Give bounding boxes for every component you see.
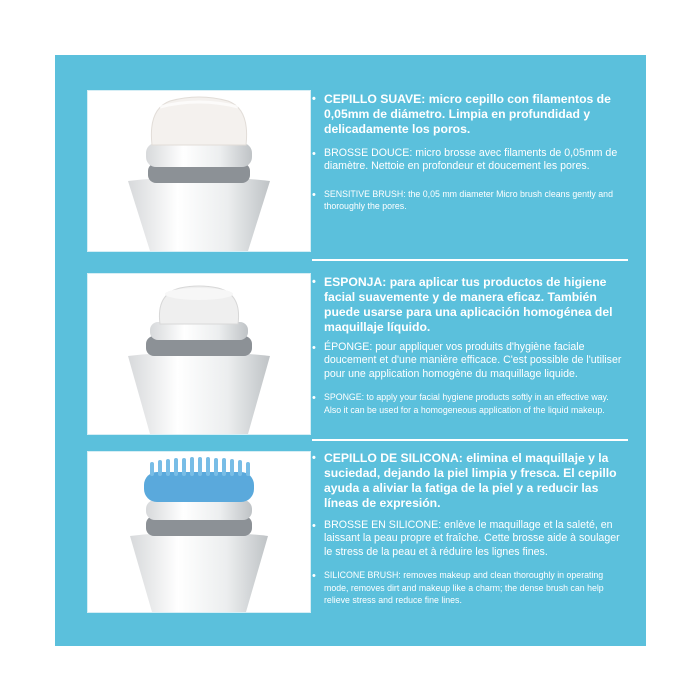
silicone-brush-en-heading: SILICONE BRUSH: [324,570,401,581]
silicone-brush-fr-heading: BROSSE EN SILICONE: [324,519,442,531]
sponge-head-icon [88,274,310,434]
sponge-texts [312,275,627,416]
silicone-brush-es [312,451,627,511]
soft-brush-en-heading: SENSITIVE BRUSH: [324,188,406,199]
soft-brush-es [312,92,627,137]
info-panel [55,55,646,646]
silicone-brush-head-icon [88,452,310,612]
sponge-es-heading: ESPONJA: [324,275,387,289]
soft-brush-es-body: micro cepillo con filamentos de 0,05mm de diámetro. Limpia en profundidad y delicadamente los poros. [324,92,611,136]
soft-brush-es-heading: CEPILLO SUAVE: [324,92,426,106]
bullet-icon [312,391,316,405]
sponge-es [312,275,627,335]
soft-brush-fr-body: micro brosse avec filaments de 0,05mm de diamètre. Nettoie en profondeur et doucement les pores. [324,147,618,173]
silicone-brush-fr-body: enlève le maquillage et la saleté, en laissant la peau propre et fraîche. Cette brosse aide à soulager le stress de la peau et à réduire les lignes fines. [324,519,620,558]
soft-brush-head-icon [88,91,310,251]
bullet-icon [312,569,316,583]
silicone-brush-es-heading: CEPILLO DE SILICONA: [324,451,463,465]
silicone-brush-photo [87,451,311,613]
silicone-brush-fr [312,519,627,559]
sponge-fr [312,341,627,381]
sponge-en [312,391,627,416]
bullet-icon [312,92,316,106]
soft-brush-texts [312,92,627,213]
soft-brush-en-body: the 0,05 mm diameter Micro brush cleans gently and thoroughly the pores. [324,188,613,212]
sponge-en-body: to apply your facial hygiene products softly in an effective way. Also it can be used for a homogeneous application of the liquid makeup. [324,392,609,415]
soft-brush-fr-heading: BROSSE DOUCE: [324,147,413,159]
divider [312,439,628,441]
bullet-icon [312,275,316,289]
silicone-brush-en-body: removes makeup and clean thoroughly in operating mode, removes dirt and makeup like a charm; the dense brush can help relieve stress and reduce fine lines. [324,570,604,606]
sponge-es-body: para aplicar tus productos de higiene facial suavemente y de manera eficaz. También puede usarse para una aplicación homogénea del maquillaje líquido. [324,275,613,334]
sponge-fr-body: pour appliquer vos produits d'hygiène faciale doucement et d'une manière efficace. C'est possible de l'utiliser pour une application homogène du maquillage liquide. [324,341,622,380]
silicone-brush-es-body: elimina el maquillaje y la suciedad, dejando la piel limpia y fresca. El cepillo ayuda a aliviar la fatiga de la piel y a reducir las líneas de expresión. [324,451,617,510]
silicone-brush-texts [312,451,627,606]
sponge-photo [87,273,311,435]
bullet-icon [312,147,316,161]
sponge-fr-heading: ÉPONGE: [324,341,373,353]
bullet-icon [312,519,316,533]
soft-brush-en [312,188,627,213]
divider [312,259,628,261]
soft-brush-photo [87,90,311,252]
bullet-icon [312,188,316,202]
silicone-brush-en [312,569,627,606]
sponge-en-heading: SPONGE: [324,392,365,403]
bullet-icon [312,451,316,465]
bullet-icon [312,341,316,355]
soft-brush-fr [312,147,627,174]
